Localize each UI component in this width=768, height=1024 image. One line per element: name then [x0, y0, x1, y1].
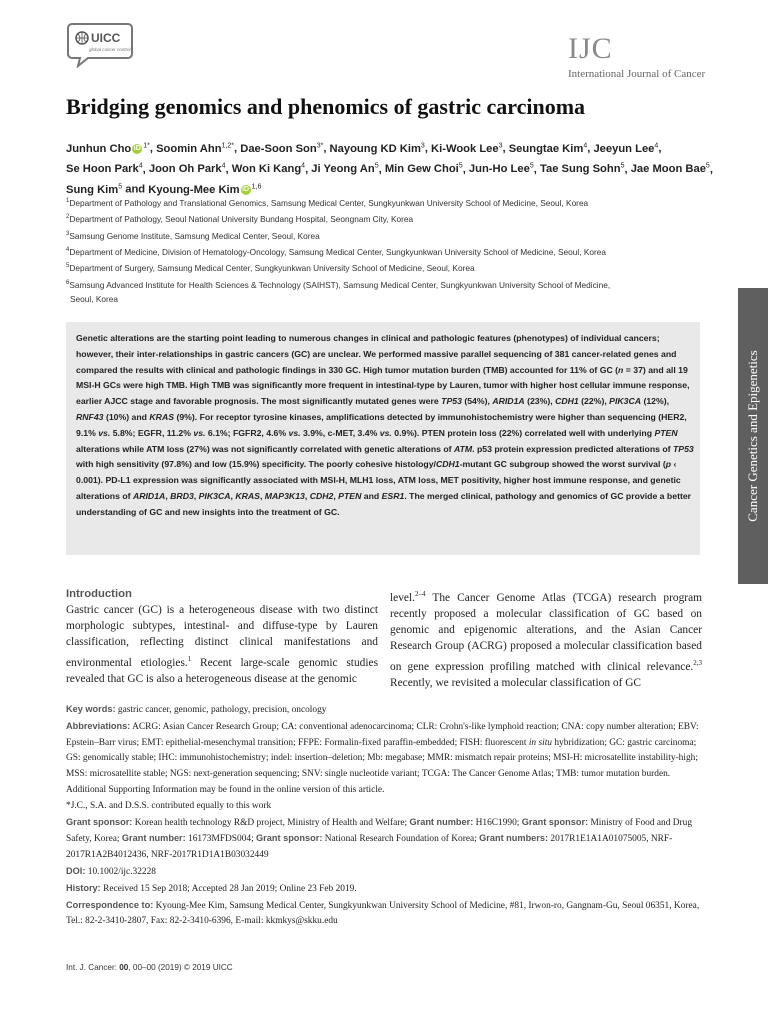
author-separator: , [587, 142, 594, 155]
abstract-run: -mutant GC subgroup showed the worst survival ( [459, 459, 666, 470]
author-name: Won Ki Kang [231, 163, 302, 176]
author-separator: , [234, 142, 241, 155]
author [385, 163, 463, 175]
abstract-run: ‹ 0.001). PD-L1 expression was significantly associated with MSI-H, MLH1 loss, ATM loss, MET positivity, higher host immune response, and genetic alterations of [76, 459, 681, 501]
author-affiliation-mark: 1* [143, 142, 150, 149]
abstract-italic: RNF43 [76, 411, 104, 422]
author-affiliation-mark: 1,6 [251, 183, 262, 191]
author-affiliation-mark: 5 [458, 162, 463, 170]
journal-masthead [568, 34, 705, 80]
author [593, 143, 658, 155]
affiliation-text: Department of Pathology and Translational Genomics, Samsung Medical Center, Sungkyunkwan University School of Medicine, Seoul, Korea [69, 197, 589, 208]
abstract-italic: n [618, 364, 624, 375]
affiliation [66, 243, 706, 259]
abstract-italic: PTEN [338, 490, 362, 501]
metadata-run: Ministry of Food and Drug Safety, Korea; [66, 817, 693, 845]
metadata-key: Grant sponsor: [256, 833, 323, 844]
author-affiliation-mark: 4 [654, 142, 659, 149]
author-affiliation-mark: 4 [301, 162, 306, 170]
affiliation-text: Department of Medicine, Division of Hematology-Oncology, Samsung Medical Center, Sungkyunkwan University School of Medicine, Seoul, Korea [69, 246, 606, 257]
author [240, 143, 323, 155]
author [66, 163, 143, 175]
abstract-run: , [193, 490, 199, 501]
author-name: Se Hoon Park [66, 163, 139, 176]
author-name: Kyoung-Mee Kim [148, 184, 240, 197]
author-affiliation-mark: 5 [620, 162, 625, 170]
author [330, 143, 425, 155]
author-affiliation-mark: 5 [118, 183, 123, 191]
abstract-run: 0.9%). PTEN protein loss (22%) correlated well with underlying [391, 427, 655, 438]
affiliation-number: 3 [66, 230, 70, 237]
metadata-key: Grant numbers: [479, 833, 549, 844]
abstract-run: . p53 protein expression predicted alterations of [472, 443, 673, 454]
author-list [66, 137, 726, 199]
abstract-italic: PIK3CA [609, 396, 642, 407]
introduction-text-left [66, 602, 378, 687]
abstract-italic: vs. [193, 427, 206, 438]
affiliation [66, 210, 706, 226]
author-name: Tae Sung Sohn [539, 163, 621, 176]
author-affiliation-mark: 1,2* [221, 142, 235, 149]
author-name: Jeeyun Lee [593, 142, 655, 155]
section-side-tab [738, 288, 768, 584]
abstract-run: , [333, 490, 339, 501]
metadata-entry [66, 864, 706, 881]
author-affiliation-mark: 5 [374, 162, 379, 170]
abstract-italic: TP53 [441, 396, 462, 407]
body-column-right [390, 586, 702, 691]
footer-citation-post: , 00–00 (2019) © 2019 UICC [128, 963, 233, 972]
abstract-run: (23%), [524, 396, 556, 407]
abstract-italic: CDH2 [309, 490, 334, 501]
metadata-key: Grant sponsor: [66, 816, 133, 827]
author-separator: , [378, 163, 385, 176]
author-name: Jun-Ho Lee [468, 163, 530, 176]
affiliation-number: 1 [66, 198, 70, 204]
author-separator: , [624, 163, 631, 176]
author-separator: , [149, 142, 157, 155]
intro-right-run: The Cancer Genome Atlas (TCGA) research program recently proposed a molecular classification of GC based on genomic and epigenomic alterations, and the Asian Cancer Research Group (ACRG) proposed a molecular classification based on gene expression profiling matched with clinical relevance. [390, 591, 702, 673]
affiliation-text: Samsung Genome Institute, Samsung Medical Center, Seoul, Korea [69, 230, 320, 241]
author-affiliation-mark: 5 [529, 162, 534, 170]
author [509, 143, 588, 155]
intro-left-run: Gastric cancer (GC) is a heterogeneous disease with two distinct morphologic subtypes, intestinal- and diffuse-type by Lauren classification, reflecting distinct clinical manifestations and environmental etiologies. [66, 604, 378, 669]
footer-volume: 00 [119, 963, 129, 972]
metadata-run: 2017R1E1A1A01075005, NRF-2017R1A2B4012436, NRF-2017R1D1A1B03032449 [66, 834, 673, 861]
abstract-run: , [259, 490, 265, 501]
metadata-key: Grant number: [121, 833, 186, 844]
metadata-key: Abbreviations: [66, 720, 131, 731]
affiliation-number: 5 [66, 263, 70, 270]
author-separator: , [323, 142, 330, 155]
article-metadata [66, 702, 706, 930]
author [156, 143, 234, 155]
abstract-italic: vs. [379, 427, 392, 438]
metadata-key: Grant number: [409, 816, 474, 827]
abstract-run: (22%), [578, 396, 610, 407]
abstract-italic: vs. [288, 427, 301, 438]
abstract-run: Genetic alterations are the starting point leading to numerous changes in clinical and pathologic features (phenotypes) of individual cancers; however, their inter-relationships in gastric cancers (GC) are unclear. We performed massive parallel sequencing of 381 cancer-related genes and compared the results with clinical and pathologic findings in 330 GC. High tumor mutation burden (TMB) accounted for 11% of GC ( [76, 333, 677, 375]
author [540, 163, 625, 175]
footer-citation-pre: Int. J. Cancer: [66, 963, 120, 972]
abstract-italic: ARID1A [492, 396, 525, 407]
author-name: Min Gew Choi [384, 163, 459, 176]
abstract-italic: MAP3K13 [264, 490, 305, 501]
abstract-run: with high sensitivity (97.8%) and low (15.9%) specificity. The poorly cohesive histology/ [76, 459, 436, 470]
logo-tagline: global cancer control [89, 47, 131, 52]
author-separator: , [424, 142, 432, 155]
affiliation [66, 194, 706, 210]
abstract-run: (12%), [641, 396, 670, 407]
affiliation [66, 276, 706, 292]
affiliation-text: Department of Pathology, Seoul National University Bundang Hospital, Seongnam City, Korea [69, 214, 414, 225]
metadata-run: Additional Supporting Information may be found in the online version of this article. [66, 784, 385, 795]
affiliation-text: Samsung Advanced Institute for Health Sciences & Technology (SAIHST), Samsung Medical Center, Sungkyunkwan University School of Medicine, [69, 279, 611, 290]
introduction-heading: Introduction [66, 588, 132, 600]
author [431, 143, 502, 155]
author-affiliation-mark: 3 [498, 142, 503, 149]
affiliation-number: 4 [66, 247, 70, 254]
affiliation-number: 6 [66, 279, 70, 286]
metadata-italic: in situ [528, 737, 552, 748]
author-separator: , [225, 163, 232, 176]
abstract-run: 3.9%, c-MET, 3.4% [300, 427, 380, 438]
uicc-logo [66, 20, 134, 68]
abstract-italic: ATM [453, 443, 473, 454]
introduction-text-right [390, 586, 702, 691]
article-title: Bridging genomics and phenomics of gastric carcinoma [66, 94, 586, 119]
metadata-run: Korean health technology R&D project, Ministry of Health and Welfare; [132, 817, 410, 828]
author-affiliation-mark: 5 [705, 162, 710, 170]
metadata-run: 16173MFDS004; [185, 834, 257, 845]
metadata-entry [66, 881, 706, 898]
affiliation-list [66, 194, 706, 307]
abstract-run: , [230, 490, 236, 501]
author-separator: , [533, 163, 540, 176]
abstract-italic: TP53 [672, 443, 694, 454]
abstract-italic: PTEN [654, 427, 678, 438]
affiliation-text: Department of Surgery, Samsung Medical Center, Sungkyunkwan University School of Medicine, Seoul, Korea [69, 263, 475, 274]
metadata-entry [66, 799, 706, 815]
abstract-run: = 37) and all 19 MSI-H GCs were high TMB. High TMB was significantly more frequent in intestinal-type by Lauren, tumor with higher host cellular immune response, earlier AJCC stage and favorable prognosis. The most significantly mutated genes were [76, 364, 690, 407]
author-separator: and [122, 184, 149, 197]
author-name: Seungtae Kim [508, 142, 584, 155]
metadata-entry [66, 702, 706, 719]
orcid-icon[interactable]: iD [242, 186, 250, 194]
page-footer [66, 963, 233, 972]
author-name: Nayoung KD Kim [329, 142, 421, 155]
orcid-icon[interactable]: iD [133, 144, 141, 152]
abstract-italic: ARID1A [132, 490, 166, 501]
abstract-run: , [165, 490, 171, 501]
metadata-run: *J.C., S.A. and D.S.S. contributed equally to this work [66, 800, 272, 811]
metadata-run: ACRG: Asian Cancer Research Group; CA: conventional adenocarcinoma; CLR: Crohn's-like lymphoid reaction; CNA: copy number alteration; EBV: Epstein–Barr virus; EMT: epithelial-mesenchymal transition; FFPE: Formalin-fixed paraffin-embedded; FISH: fluorescent [66, 721, 699, 748]
journal-name: International Journal of Cancer [568, 68, 706, 80]
author [66, 143, 150, 155]
intro-right-run: level. [390, 591, 415, 604]
abstract-italic: KRAS [235, 490, 260, 501]
logo-text: UICC [91, 31, 121, 45]
metadata-run: gastric cancer, genomic, pathology, precision, oncology [115, 705, 327, 715]
abstract-text [76, 331, 694, 521]
affiliation [66, 227, 706, 243]
author [631, 163, 710, 175]
metadata-entry [66, 783, 706, 799]
author-affiliation-mark: 3* [316, 142, 324, 149]
side-tab-label: Cancer Genetics and Epigenetics [745, 350, 760, 522]
abstract-box [66, 322, 700, 555]
author-name: Jae Moon Bae [630, 163, 706, 176]
metadata-entry [66, 719, 706, 783]
author-separator: , [502, 142, 509, 155]
abstract-italic: KRAS [149, 411, 175, 422]
author [469, 163, 534, 175]
abstract-run: alterations while ATM loss (27%) was not significantly correlated with genetic alterations of [76, 443, 454, 454]
metadata-entry [66, 815, 706, 864]
abstract-run: . The merged clinical, pathology and genomics of GC provide a better understanding of GC and new insights into the treatment of GC. [76, 490, 692, 517]
metadata-key: Correspondence to: [66, 899, 154, 910]
abstract-run: (54%), [461, 396, 493, 407]
metadata-run: hybridization; GC: gastric carcinoma; GS: genomically stable; IHC: immunohistochemistry; indel: insertion–deletion; Mb: megabase; MMR: mismatch repair proteins; MSI-H: microsatellite instability-high; MSS: microsatellite stable; NGS: next-generation sequencing; SNV: single nucleotide variant; TCGA: The Cancer Genome Atlas; TMB: tumor mutation burden. [66, 737, 698, 780]
author-name: Joon Oh Park [148, 163, 222, 176]
affiliation-continuation: Seoul, Korea [70, 294, 118, 305]
intro-left-citation: 1 [187, 654, 192, 663]
body-column-left [66, 586, 378, 687]
abstract-italic: BRD3 [170, 490, 194, 501]
author-separator: , [709, 163, 713, 176]
metadata-run: Kyoung-Mee Kim, Samsung Medical Center, Sungkyunkwan University School of Medicine, #81, Irwon-ro, Gangnam-Gu, Seoul 06351, Korea, Tel.: 82-2-3410-2807, Fax: 82-2-3410-6396, E-mail: kkmkys@skku.edu [66, 900, 700, 927]
author-name: Soomin Ahn [156, 142, 222, 155]
abstract-italic: CDH1 [555, 396, 579, 407]
journal-abbr: IJC [568, 32, 613, 65]
author-affiliation-mark: 4 [221, 162, 226, 170]
abstract-italic: PIK3CA [198, 490, 231, 501]
author-separator: , [658, 142, 662, 155]
metadata-key: Key words: [66, 704, 116, 714]
abstract-run: (10%) and [103, 411, 150, 422]
author-separator: , [462, 163, 469, 176]
intro-left-run: Recent large-scale genomic studies revealed that GC is also a heterogeneous disease at the genomic [66, 656, 379, 685]
author-name: Junhun Cho [66, 142, 132, 155]
author-name: Sung Kim [66, 184, 119, 197]
author [149, 163, 226, 175]
author-separator: , [142, 163, 149, 176]
affiliation [66, 259, 706, 275]
intro-right-run: Recently, we revisited a molecular classification of GC [390, 676, 642, 689]
intro-right-citation: 2,3 [693, 658, 702, 667]
abstract-run: 5.8%; EGFR, 11.2% [110, 427, 194, 438]
metadata-run: 10.1002/ijc.32228 [85, 866, 156, 877]
metadata-run: H16C1990; [473, 817, 522, 828]
metadata-key: Grant sponsor: [521, 816, 589, 827]
metadata-entry [66, 898, 706, 931]
author-name: Dae-Soon Son [240, 142, 317, 155]
metadata-run: Received 15 Sep 2018; Accepted 28 Jan 2019; Online 23 Feb 2019. [100, 883, 357, 894]
intro-right-citation: 2–4 [414, 590, 426, 598]
abstract-italic: ESR1 [381, 490, 405, 501]
author-separator: , [305, 163, 312, 176]
author-affiliation-mark: 3 [420, 142, 425, 149]
abstract-italic: p [665, 459, 672, 470]
abstract-run: , [304, 490, 310, 501]
author [232, 163, 305, 175]
abstract-italic: vs. [98, 427, 111, 438]
metadata-key: DOI: [66, 865, 86, 876]
author [311, 163, 378, 175]
author-affiliation-mark: 4 [138, 162, 143, 170]
metadata-run: National Research Foundation of Korea; [322, 834, 480, 845]
abstract-run: 6.1%; FGFR2, 4.6% [205, 427, 289, 438]
metadata-key: History: [66, 882, 101, 893]
abstract-run: (9%). For receptor tyrosine kinases, amplifications detected by immunohistochemistry were higher than sequencing (HER2, 9.1% [76, 411, 687, 438]
author-affiliation-mark: 4 [583, 142, 588, 149]
affiliation-number: 2 [66, 214, 70, 221]
abstract-run: and [361, 490, 382, 501]
author-name: Ki-Wook Lee [431, 142, 499, 155]
author-name: Ji Yeong An [311, 163, 375, 176]
abstract-italic: CDH1 [435, 459, 460, 470]
